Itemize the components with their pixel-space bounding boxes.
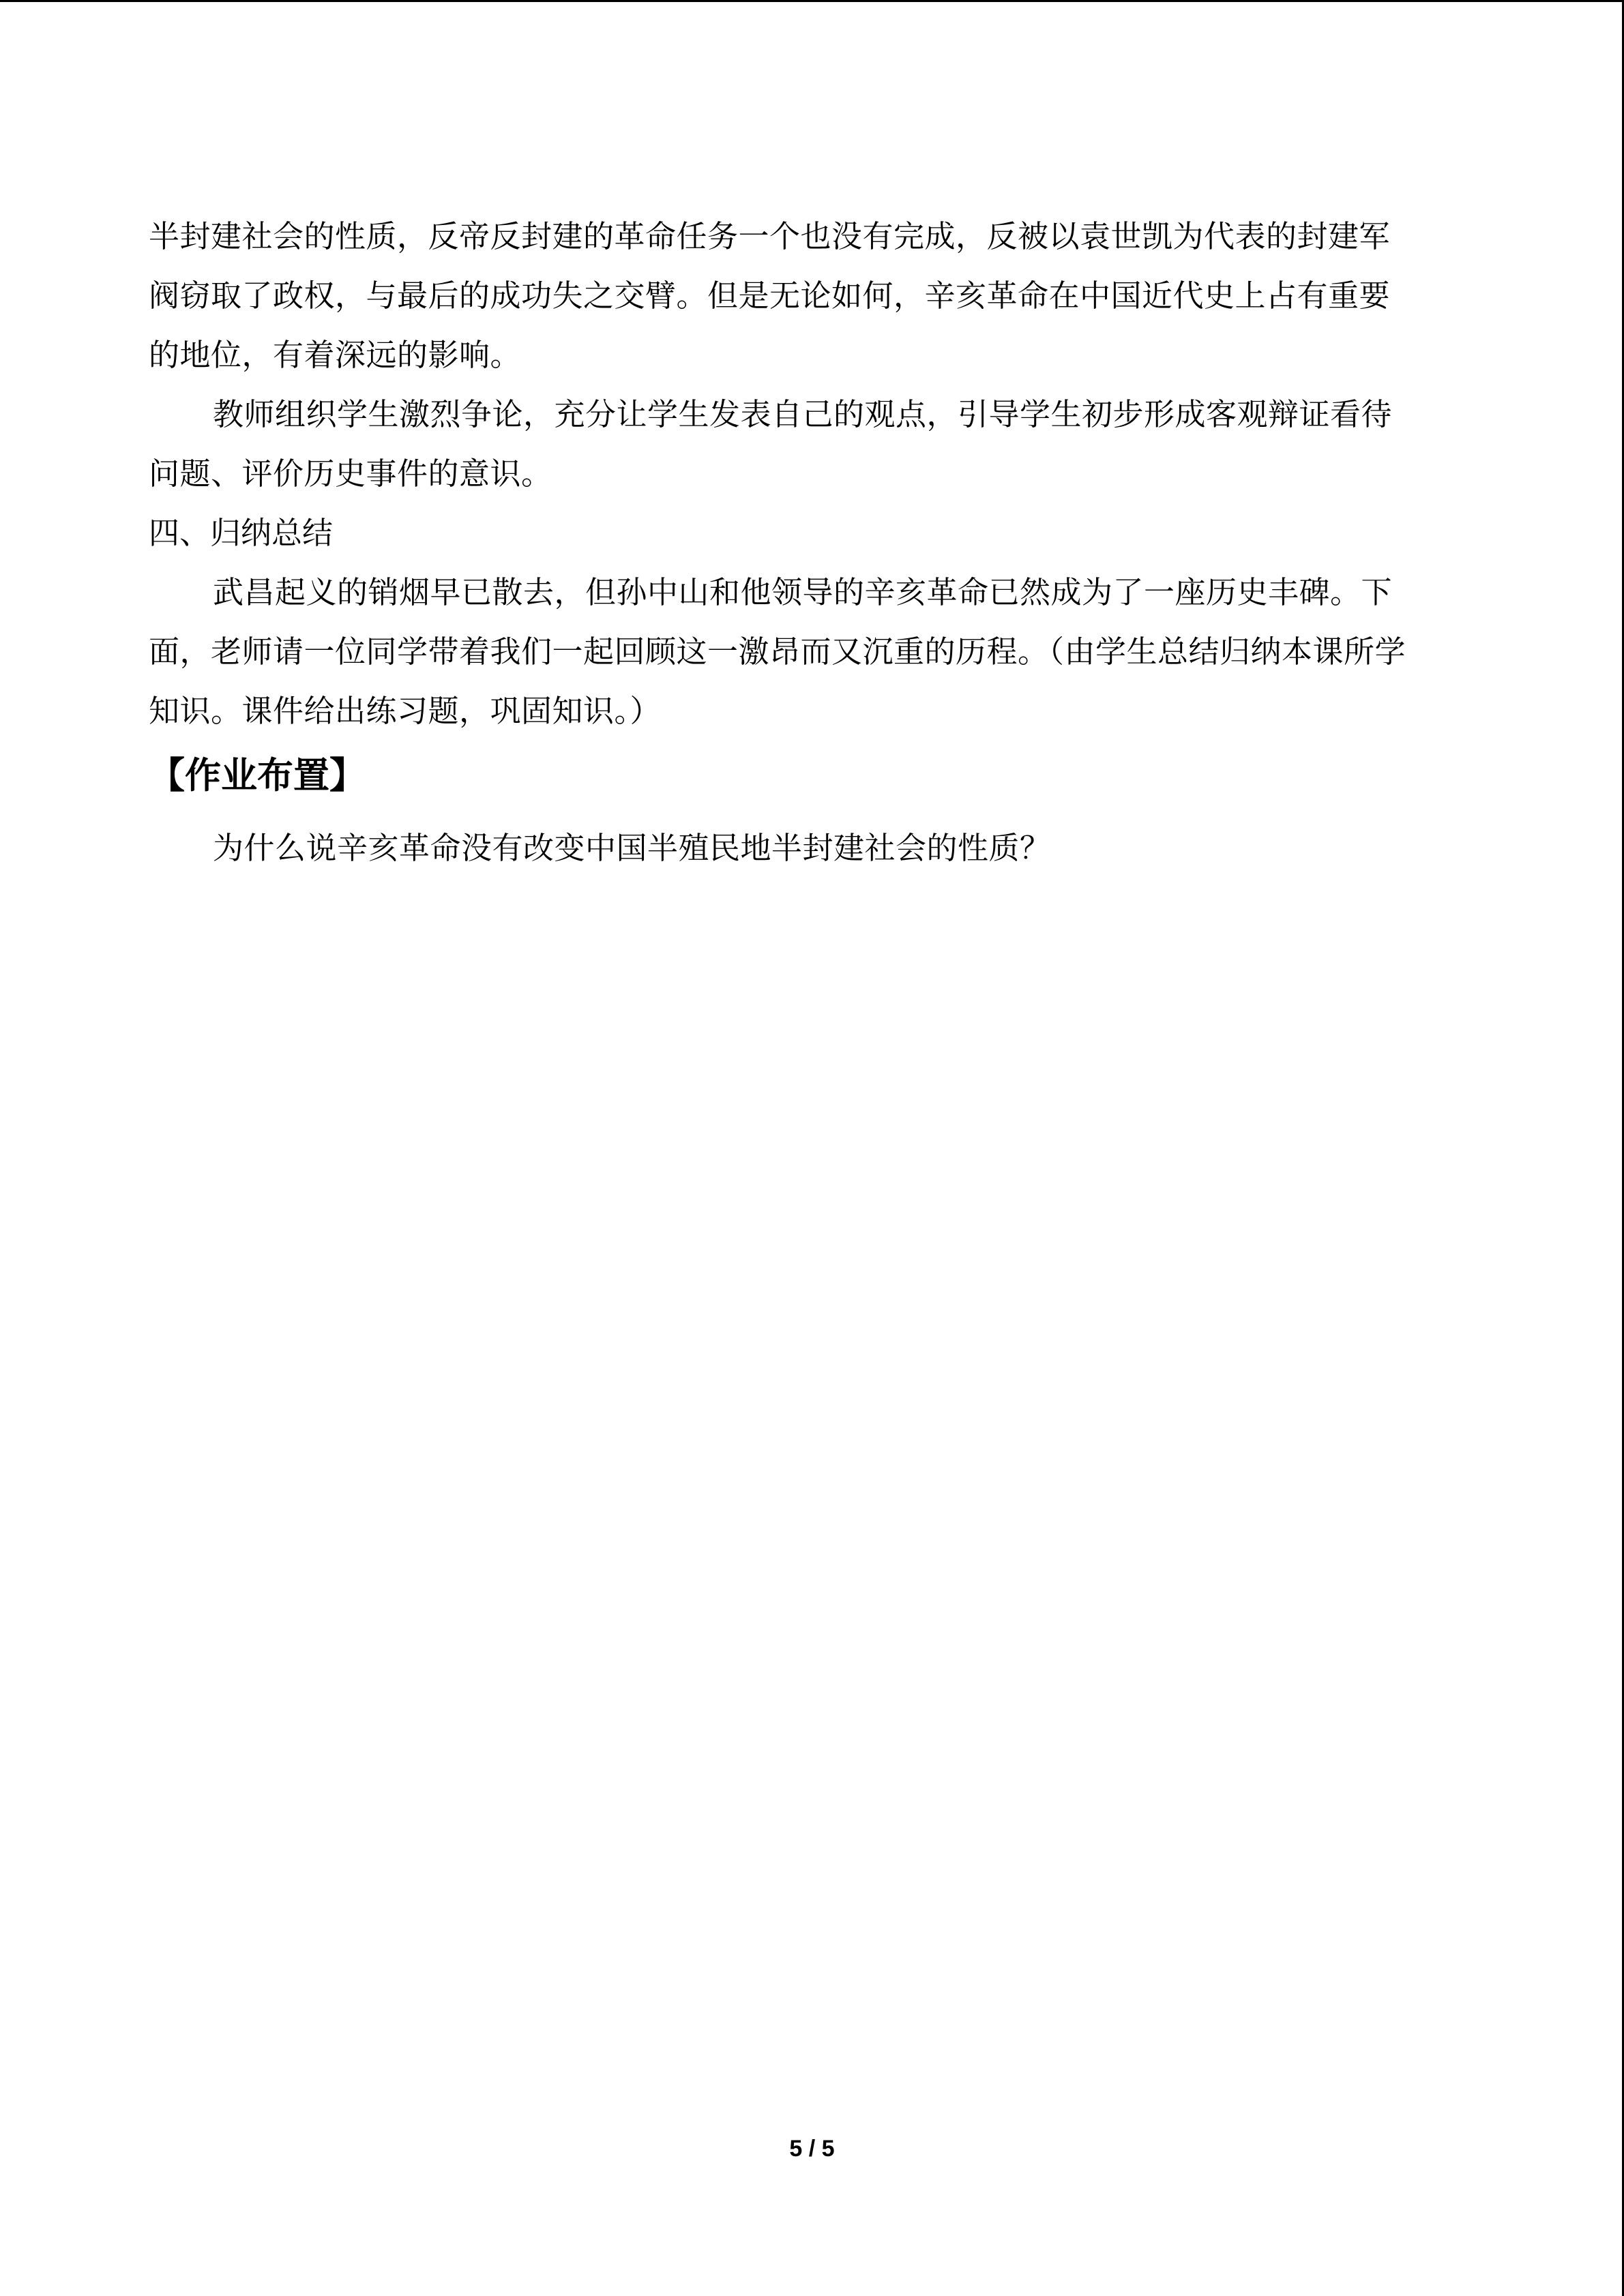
paragraph-summary — [149, 563, 1475, 741]
text-line: 知识。课件给出练习题，巩固知识。） — [149, 693, 662, 729]
homework-question: 为什么说辛亥革命没有改变中国半殖民地半封建社会的性质？ — [213, 830, 1051, 866]
text-line: 教师组织学生激烈争论，充分让学生发表自己的观点，引导学生初步形成客观辩证看待 — [213, 396, 1393, 432]
homework-heading: 【作业布置】 — [149, 755, 366, 796]
text-line: 的地位，有着深远的影响。 — [149, 337, 522, 373]
text-line: 武昌起义的销烟早已散去，但孙中山和他领导的辛亥革命已然成为了一座历史丰碑。下 — [213, 574, 1393, 610]
paragraph-teacher-discussion — [149, 385, 1475, 503]
page-content — [149, 207, 1475, 878]
text-line: 问题、评价历史事件的意识。 — [149, 456, 552, 492]
page-number: 5 / 5 — [789, 2136, 835, 2162]
text-line: 半封建社会的性质，反帝反封建的革命任务一个也没有完成，反被以袁世凯为代表的封建军 — [149, 218, 1391, 254]
section-heading-summary: 四、归纳总结 — [149, 515, 334, 551]
text-line: 面，老师请一位同学带着我们一起回顾这一激昂而又沉重的历程。（由学生总结归纳本课所学 — [149, 633, 1406, 670]
text-line: 阀窃取了政权，与最后的成功失之交臂。但是无论如何，辛亥革命在中国近代史上占有重要 — [149, 278, 1391, 314]
paragraph-historical-assessment — [149, 207, 1475, 385]
